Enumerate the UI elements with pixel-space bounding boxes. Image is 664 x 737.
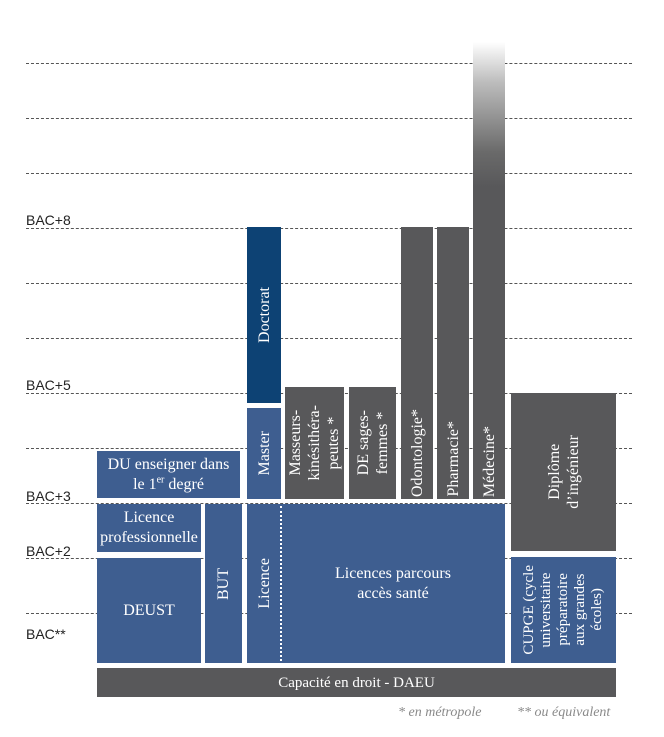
master-label: Master bbox=[255, 431, 273, 476]
diplome-ingenieur-label: Diplôme d’ingénieur bbox=[545, 435, 582, 509]
level-label-bac5: BAC+5 bbox=[26, 377, 71, 393]
medecine-label: Médecine* bbox=[480, 425, 498, 497]
but-label: BUT bbox=[215, 567, 232, 600]
du-enseigner-line2 bbox=[133, 475, 204, 495]
cupge-label: CUPGE (cycle universitaire préparatoire aux grandes écoles) bbox=[521, 565, 605, 655]
gridline bbox=[26, 338, 632, 339]
licences-parcours-box bbox=[281, 504, 505, 663]
capacite-daeu-box bbox=[97, 668, 616, 697]
gridline bbox=[26, 118, 632, 119]
du-line2-suffix: degré bbox=[164, 475, 204, 493]
masseurs-kinesitherapeutes-box bbox=[285, 387, 344, 499]
master-box bbox=[247, 408, 281, 499]
du-enseigner-line1: DU enseigner dans bbox=[107, 455, 230, 473]
du-enseigner-box bbox=[97, 451, 240, 498]
deust-box bbox=[97, 558, 201, 663]
diplome-ingenieur-box bbox=[511, 393, 616, 551]
level-label-bac: BAC** bbox=[26, 626, 66, 642]
pharmacie-box bbox=[437, 227, 469, 499]
level-label-bac2: BAC+2 bbox=[26, 543, 71, 559]
footnote-equivalent: ** ou équivalent bbox=[517, 705, 611, 720]
doctorat-box bbox=[247, 227, 281, 403]
du-superscript: er bbox=[156, 474, 165, 486]
gridline-bac8 bbox=[26, 228, 632, 229]
pharmacie-label: Pharmacie* bbox=[444, 421, 462, 497]
licences-parcours-label: Licences parcours accès santé bbox=[335, 564, 451, 602]
licence-box bbox=[247, 504, 281, 663]
sages-femmes-label: DE sages- femmes * bbox=[354, 410, 391, 476]
but-box bbox=[205, 504, 242, 663]
licence-label: Licence bbox=[255, 558, 273, 609]
masseurs-kinesitherapeutes-label: Masseurs- kinésithéra- peutes * bbox=[287, 405, 342, 481]
capacite-daeu-label: Capacité en droit - DAEU bbox=[278, 674, 435, 691]
level-label-bac3: BAC+3 bbox=[26, 488, 71, 504]
level-label-bac8: BAC+8 bbox=[26, 212, 71, 228]
gridline bbox=[26, 283, 632, 284]
du-line2-text: le 1 bbox=[133, 475, 157, 493]
sages-femmes-box bbox=[349, 387, 396, 499]
licence-professionnelle-box bbox=[97, 504, 201, 552]
footnote-metropole: * en métropole bbox=[398, 705, 482, 720]
gridline bbox=[26, 63, 632, 64]
licence-professionnelle-label: Licence professionnelle bbox=[100, 509, 198, 546]
gridline bbox=[26, 173, 632, 174]
cupge-box bbox=[511, 557, 616, 663]
odontologie-label: Odontologie* bbox=[408, 409, 426, 497]
doctorat-label: Doctorat bbox=[255, 287, 273, 343]
deust-label: DEUST bbox=[123, 601, 175, 619]
medecine-box bbox=[473, 42, 505, 499]
odontologie-box bbox=[401, 227, 433, 499]
licence-divider bbox=[280, 506, 282, 661]
